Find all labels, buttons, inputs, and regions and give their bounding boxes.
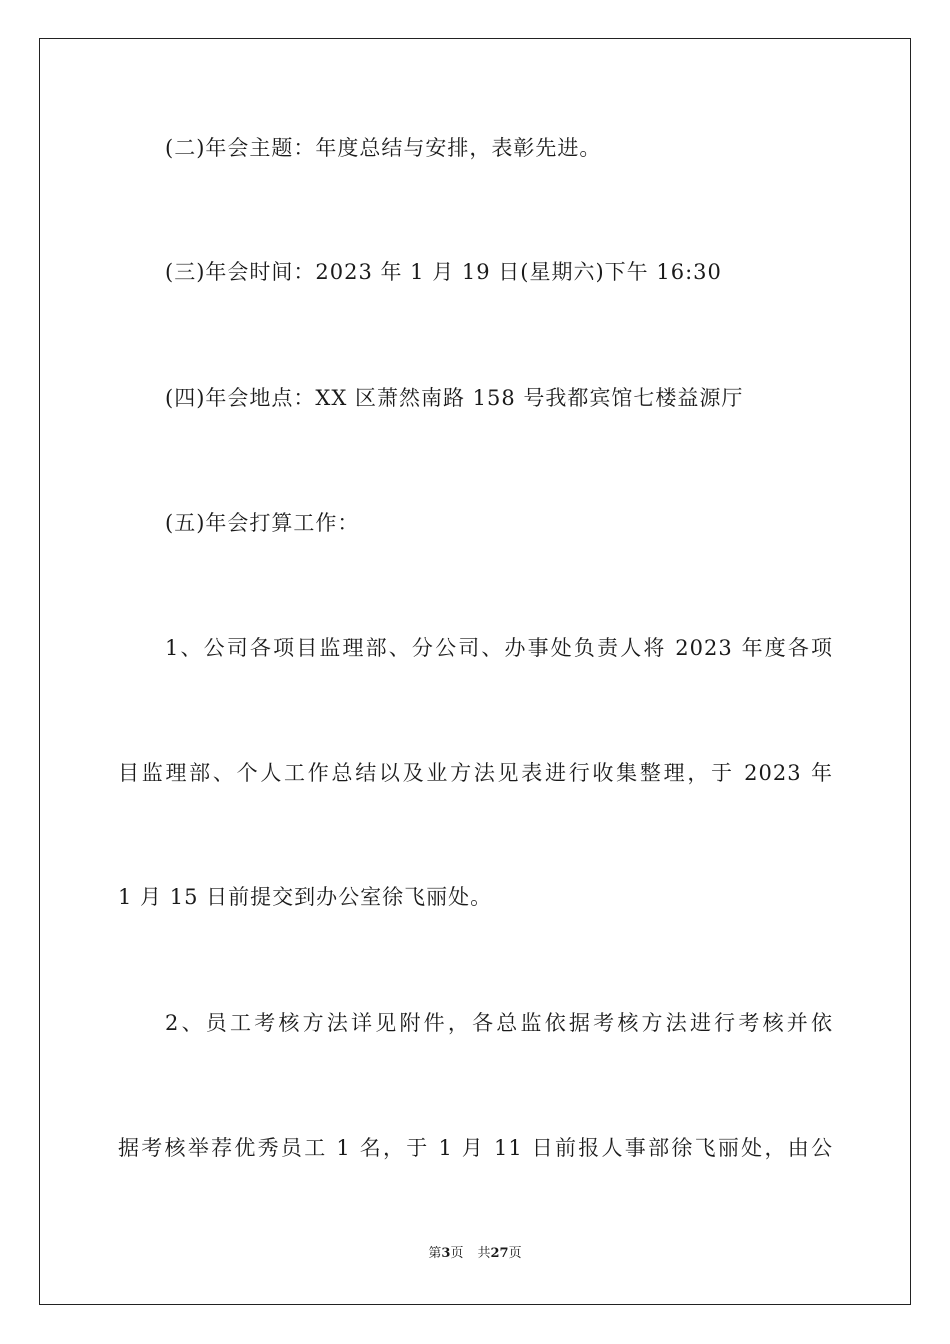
total-suffix: 页	[508, 1246, 522, 1261]
page-number: 3	[441, 1246, 451, 1261]
paragraph-line: 据考核举荐优秀员工 1 名，于 1 月 11 日前报人事部徐飞丽处，由公	[118, 1136, 833, 1160]
paragraph-line: 2、员工考核方法详见附件，各总监依据考核方法进行考核并依	[165, 1011, 833, 1035]
page-border	[39, 38, 911, 1305]
total-prefix: 共	[477, 1246, 491, 1261]
paragraph-line: (三)年会时间：2023 年 1 月 19 日(星期六)下午 16:30	[165, 260, 722, 284]
page-prefix: 第	[428, 1246, 442, 1261]
page-suffix: 页	[450, 1246, 464, 1261]
page-footer	[0, 1245, 950, 1263]
paragraph-line: (四)年会地点：XX 区萧然南路 158 号我都宾馆七楼益源厅	[165, 386, 744, 410]
paragraph-line: 目监理部、个人工作总结以及业方法见表进行收集整理，于 2023 年	[118, 761, 833, 785]
total-pages: 27	[490, 1246, 509, 1261]
paragraph-line: 1、公司各项目监理部、分公司、办事处负责人将 2023 年度各项	[165, 636, 833, 660]
paragraph-line: (二)年会主题：年度总结与安排，表彰先进。	[165, 136, 602, 160]
paragraph-line: (五)年会打算工作：	[165, 511, 360, 535]
paragraph-line: 1 月 15 日前提交到办公室徐飞丽处。	[118, 885, 493, 909]
